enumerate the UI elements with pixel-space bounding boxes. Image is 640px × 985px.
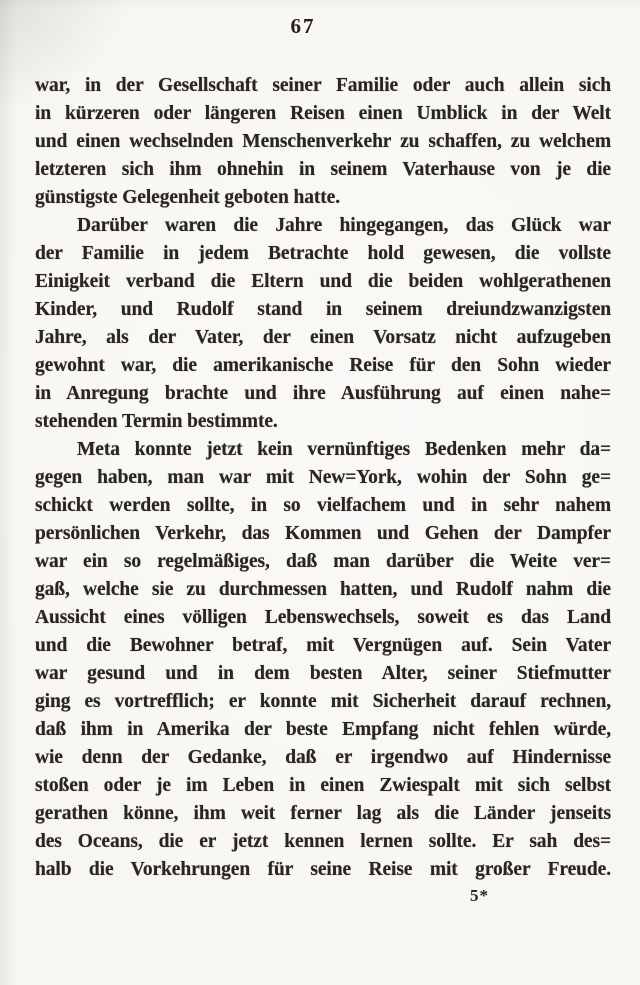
text-line: gewohnt war, die amerikanische Reise für den Sohn wieder [35, 355, 611, 376]
text-line: halb die Vorkehrungen für seine Reise mit großer Freude. [35, 859, 611, 880]
text-line: Einigkeit verband die Eltern und die beiden wohlgerathenen [35, 271, 611, 292]
text-line: ging es vortrefflich; er konnte mit Sicherheit darauf rechnen, [35, 691, 611, 712]
text-line: gegen haben, man war mit New=York, wohin der Sohn ge= [35, 467, 611, 488]
text-line: günstigste Gelegenheit geboten hatte. [35, 187, 341, 208]
text-line: Meta konnte jetzt kein vernünftiges Bedenken mehr da= [77, 439, 611, 460]
text-line: und einen wechselnden Menschenverkehr zu schaffen, zu welchem [35, 131, 611, 152]
text-line: wie denn der Gedanke, daß er irgendwo auf Hindernisse [35, 747, 611, 768]
text-line: Darüber waren die Jahre hingegangen, das Glück war [77, 215, 611, 236]
paragraph [35, 72, 611, 212]
text-block [35, 72, 611, 884]
text-line: gaß, welche sie zu durchmessen hatten, und Rudolf nahm die [35, 579, 611, 600]
text-line: daß ihm in Amerika der beste Empfang nicht fehlen würde, [35, 719, 611, 740]
text-line: Kinder, und Rudolf stand in seinem dreiundzwanzigsten [35, 299, 611, 320]
text-line: war, in der Gesellschaft seiner Familie oder auch allein sich [35, 75, 611, 96]
page-number: 67 [290, 14, 316, 38]
text-line: in Anregung brachte und ihre Ausführung auf einen nahe= [35, 383, 611, 404]
text-line: persönlichen Verkehr, das Kommen und Gehen der Dampfer [35, 523, 611, 544]
text-line: war ein so regelmäßiges, daß man darüber die Weite ver= [35, 551, 611, 572]
text-line: stehenden Termin bestimmte. [35, 411, 278, 432]
text-line: gerathen könne, ihm weit ferner lag als die Länder jenseits [35, 803, 611, 824]
text-line: des Oceans, die er jetzt kennen lernen sollte. Er sah des= [35, 831, 611, 852]
text-line: Jahre, als der Vater, der einen Vorsatz nicht aufzugeben [35, 327, 611, 348]
text-line: war gesund und in dem besten Alter, seiner Stiefmutter [35, 663, 611, 684]
signature-mark: 5* [470, 886, 489, 905]
text-line: letzteren sich ihm ohnehin in seinem Vaterhause von je die [35, 159, 611, 180]
text-line: schickt werden sollte, in so vielfachem und in sehr nahem [35, 495, 611, 516]
text-line: Aussicht eines völligen Lebenswechsels, soweit es das Land [35, 607, 611, 628]
paragraph [35, 436, 611, 884]
paragraph [35, 212, 611, 436]
text-line: in kürzeren oder längeren Reisen einen Umblick in der Welt [35, 103, 611, 124]
text-line: und die Bewohner betraf, mit Vergnügen auf. Sein Vater [35, 635, 611, 656]
text-line: stoßen oder je im Leben in einen Zwiespalt mit sich selbst [35, 775, 611, 796]
text-line: der Familie in jedem Betrachte hold gewesen, die vollste [35, 243, 611, 264]
